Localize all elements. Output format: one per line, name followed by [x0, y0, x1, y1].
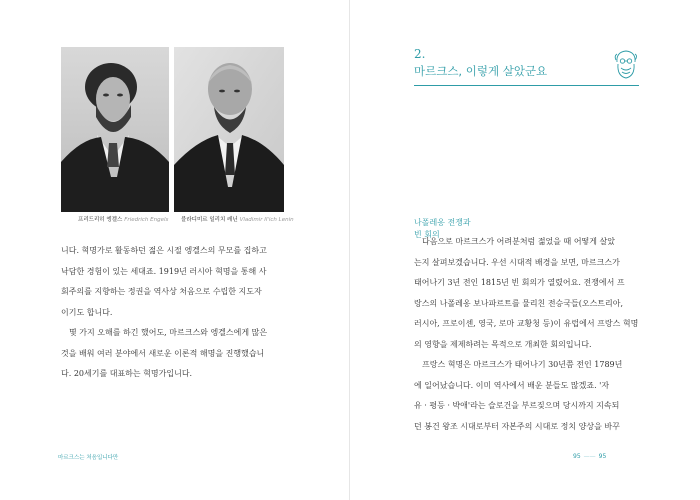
dash-divider: ——	[583, 453, 596, 460]
marx-caricature-icon	[612, 48, 640, 80]
caption-english: Vladimir Il'ich Lenin	[239, 217, 294, 223]
text-line: 는지 살펴보겠습니다. 우선 시대적 배경을 보면, 마르크스가	[414, 257, 620, 267]
caption-korean: 블라디미르 일리치 레닌	[181, 217, 238, 223]
text-line: 낙담한 경험이 있는 세대죠. 1919년 러시아 혁명을 통해 사	[61, 266, 267, 276]
engels-caption	[78, 215, 168, 223]
text-line: 것을 배워 여러 분야에서 새로운 이론적 해명을 진행했습니	[61, 348, 265, 358]
text-line: 프랑스 혁명은 마르크스가 태어나기 30년쯤 전인 1789년	[422, 360, 623, 369]
subheading-line: 빈 회의	[414, 230, 440, 239]
caption-korean: 프리드리히 엥겔스	[78, 217, 123, 223]
text-line: 다음으로 마르크스가 어려분처럼 젊었을 때 어떻게 살았	[422, 237, 615, 246]
text-line: 의 영향을 제제하려는 목적으로 개최한 회의입니다.	[414, 339, 592, 349]
text-line: 에 일어났습니다. 이미 역사에서 배운 분들도 많겠죠. '자	[414, 380, 610, 390]
text-line: 몇 가지 오해를 하긴 했어도, 마르크스와 엥겔스에게 많은	[69, 328, 268, 337]
subheading-line: 나폴레옹 전쟁과	[414, 218, 471, 227]
text-line: 이기도 합니다.	[61, 307, 113, 317]
text-line: 던 봉건 왕조 시대로부터 자본주의 시대로 정치 양상을 바꾸	[414, 421, 620, 431]
section-number: 2.	[414, 47, 426, 61]
header-divider	[414, 85, 639, 86]
book-title-footer: 마르크스는 처음입니다만	[58, 455, 119, 461]
section-title: 마르크스, 이렇게 살았군요	[414, 64, 548, 78]
lenin-portrait	[174, 47, 284, 212]
left-body-text	[61, 241, 291, 385]
caption-english: Friedrich Engels	[124, 217, 169, 223]
text-line: 유 · 평등 · 박애'라는 슬로건을 부르짖으며 당시까지 지속되	[414, 401, 620, 410]
text-line: 러시아, 프로이센, 영국, 로마 교황청 등)이 유럽에서 프랑스 혁명	[414, 319, 639, 328]
page-number: 95	[598, 453, 607, 460]
text-line: 회주의를 지향하는 정권을 역사상 처음으로 수립한 지도자	[61, 287, 262, 296]
text-line: 다. 20세기를 대표하는 혁명가입니다.	[61, 369, 193, 378]
text-line: 랑스의 나폴레옹 보나파르트를 물리친 전승국들(오스트리아,	[414, 298, 624, 308]
page-number: 95	[573, 453, 581, 460]
page-number-footer	[573, 453, 606, 460]
text-line: 태어나기 3년 전인 1815년 빈 회의가 열렸어요. 전쟁에서 프	[414, 278, 625, 287]
engels-portrait	[61, 47, 169, 212]
text-line: 니다. 혁명가로 활동하던 젊은 시절 엥겔스의 무모를 집하고	[61, 246, 267, 255]
lenin-caption	[181, 215, 294, 223]
right-body-text	[414, 232, 640, 437]
